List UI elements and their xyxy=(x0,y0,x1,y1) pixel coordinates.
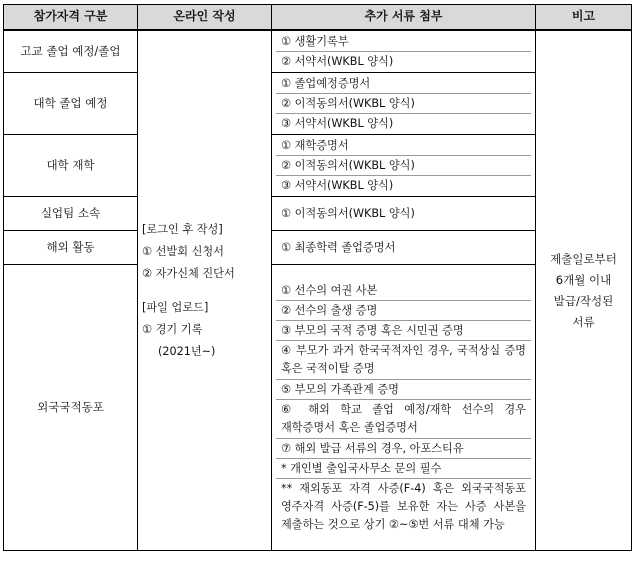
document-item: ② 서약서(WKBL 양식) xyxy=(281,55,394,68)
document-item: * 개인별 출입국사무소 문의 필수 xyxy=(276,459,531,479)
note-line: 제출일로부터 xyxy=(550,251,617,266)
note-line: 서류 xyxy=(572,314,595,329)
category-cell: 고교 졸업 예정/졸업 xyxy=(4,30,138,73)
document-item: ③ 서약서(WKBL 양식) xyxy=(281,179,394,192)
document-item: ① 재학증명서 xyxy=(276,136,531,156)
header-documents: 추가 서류 첨부 xyxy=(272,5,536,31)
document-item: ① 졸업예정증명서 xyxy=(276,74,531,94)
note-cell xyxy=(536,30,632,551)
document-item: ⑤ 부모의 가족관계 증명 xyxy=(276,380,531,400)
login-heading: [로그인 후 작성] xyxy=(142,222,223,236)
upload-item-detail: (2021년~) xyxy=(158,344,216,358)
online-cell xyxy=(138,30,272,551)
login-item: ② 자가신체 진단서 xyxy=(142,266,235,280)
note-line: 발급/작성된 xyxy=(553,293,614,308)
login-item: ① 선발회 신청서 xyxy=(142,244,224,258)
document-item: ③ 서약서(WKBL 양식) xyxy=(281,117,394,130)
documents-cell xyxy=(272,30,536,73)
document-item: ** 재외동포 자격 사증(F-4) 혹은 외국국적동포 영주자격 사증(F-5)를 보유한 자는 사증 사본을 제출하는 것으로 상기 ②~⑤번 서류 대체 가능 xyxy=(281,481,526,531)
document-item: ① 최종학력 졸업증명서 xyxy=(281,241,396,254)
category-cell: 외국국적동포 xyxy=(4,265,138,551)
requirements-table xyxy=(3,4,632,551)
document-item: ⑦ 해외 발급 서류의 경우, 아포스티유 xyxy=(276,439,531,459)
document-item: ② 이적동의서(WKBL 양식) xyxy=(276,94,531,114)
documents-cell xyxy=(272,231,536,265)
document-item: ⑥ 해외 학교 졸업 예정/재학 선수의 경우 재학증명서 혹은 졸업증명서 xyxy=(276,400,531,439)
upload-heading: [파일 업로드] xyxy=(142,300,209,314)
document-item: ① 이적동의서(WKBL 양식) xyxy=(281,207,415,220)
category-cell: 실업팀 소속 xyxy=(4,197,138,231)
documents-cell xyxy=(272,265,536,551)
category-cell: 해외 활동 xyxy=(4,231,138,265)
document-item: ② 이적동의서(WKBL 양식) xyxy=(276,156,531,176)
table-header-row xyxy=(4,5,632,31)
header-category: 참가자격 구분 xyxy=(4,5,138,31)
documents-cell xyxy=(272,73,536,135)
document-item: ③ 부모의 국적 증명 혹은 시민권 증명 xyxy=(276,321,531,341)
document-item: ② 선수의 출생 증명 xyxy=(276,301,531,321)
header-online: 온라인 작성 xyxy=(138,5,272,31)
header-note: 비고 xyxy=(536,5,632,31)
document-item: ① 생활기록부 xyxy=(276,32,531,52)
document-item: ④ 부모가 과거 한국국적자인 경우, 국적상실 증명 혹은 국적이탈 증명 xyxy=(276,341,531,380)
documents-cell xyxy=(272,197,536,231)
upload-item: ① 경기 기록 xyxy=(142,322,203,336)
category-cell: 대학 재학 xyxy=(4,135,138,197)
table-row xyxy=(4,30,632,73)
document-item: ① 선수의 여권 사본 xyxy=(276,281,531,301)
documents-cell xyxy=(272,135,536,197)
category-cell: 대학 졸업 예정 xyxy=(4,73,138,135)
note-line: 6개월 이내 xyxy=(555,272,612,287)
